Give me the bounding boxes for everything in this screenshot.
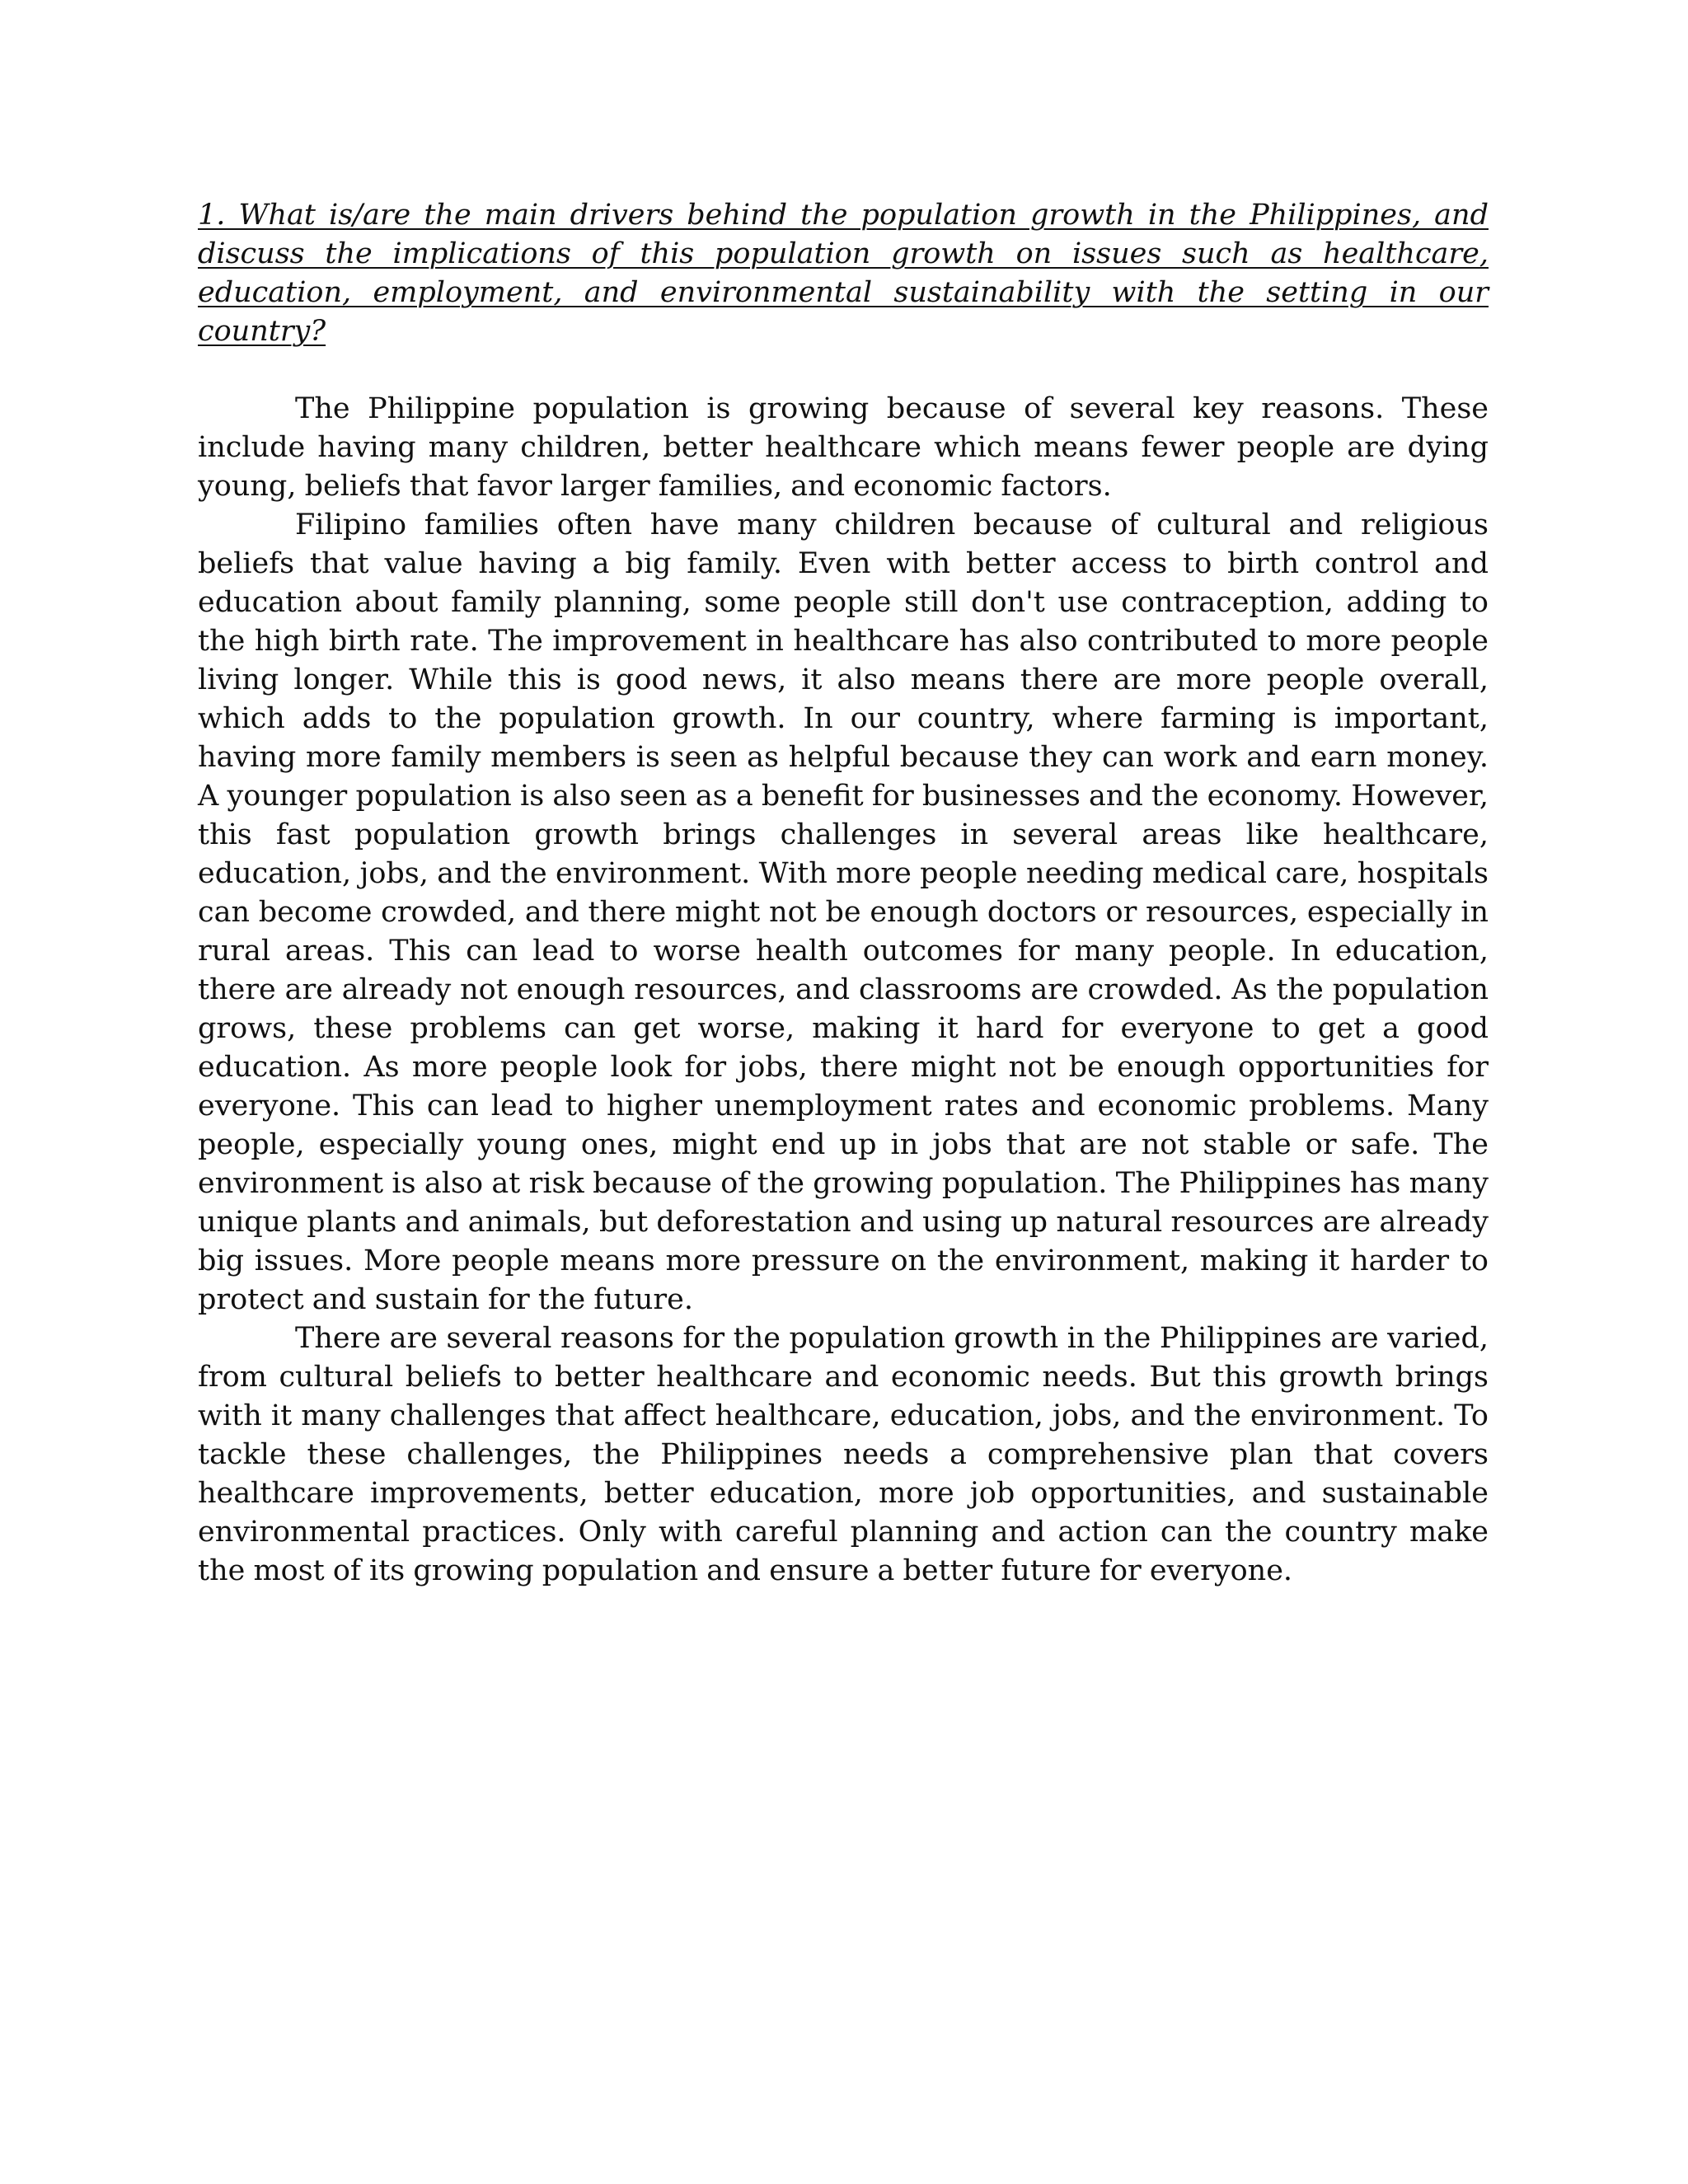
document-body — [198, 196, 1489, 1591]
paragraph-conclusion: There are several reasons for the population growth in the Philippines are varied, from cultural beliefs to better healthcare and economic needs. But this growth brings with it many challenges that affect healthcare, education, jobs, and the environment. To tackle these challenges, the Philippines needs a comprehensive plan that covers healthcare improvements, better education, more job opportunities, and sustainable environmental practices. Only with careful planning and action can the country make the most of its growing population and ensure a better future for everyone. — [198, 1322, 1489, 1587]
paragraph-intro: The Philippine population is growing because of several key reasons. These include having many children, better healthcare which means fewer people are dying young, beliefs that favor larger families, and economic factors. — [198, 392, 1489, 503]
paragraph-body: Filipino families often have many children because of cultural and religious beliefs that value having a big family. Even with better access to birth control and education about family planning, some people still don't use contraception, adding to the high birth rate. The improvement in healthcare has also contributed to more people living longer. While this is good news, it also means there are more people overall, which adds to the population growth. In our country, where farming is important, having more family members is seen as helpful because they can work and earn money. A younger population is also seen as a benefit for businesses and the economy. However, this fast population growth brings challenges in several areas like healthcare, education, jobs, and the environment. With more people needing medical care, hospitals can become crowded, and there might not be enough doctors or resources, especially in rural areas. This can lead to worse health outcomes for many people. In education, there are already not enough resources, and classrooms are crowded. As the population grows, these problems can get worse, making it hard for everyone to get a good education. As more people look for jobs, there might not be enough opportunities for everyone. This can lead to higher unemployment rates and economic problems. Many people, especially young ones, might end up in jobs that are not stable or safe. The environment is also at risk because of the growing population. The Philippines has many unique plants and animals, but deforestation and using up natural resources are already big issues. More people means more pressure on the environment, making it harder to protect and sustain for the future. — [198, 509, 1489, 1316]
essay-question: 1. What is/are the main drivers behind the population growth in the Philippines, and discuss the implications of this population growth on issues such as healthcare, education, employment, and environmental sustainability with the setting in our country? — [198, 199, 1489, 348]
